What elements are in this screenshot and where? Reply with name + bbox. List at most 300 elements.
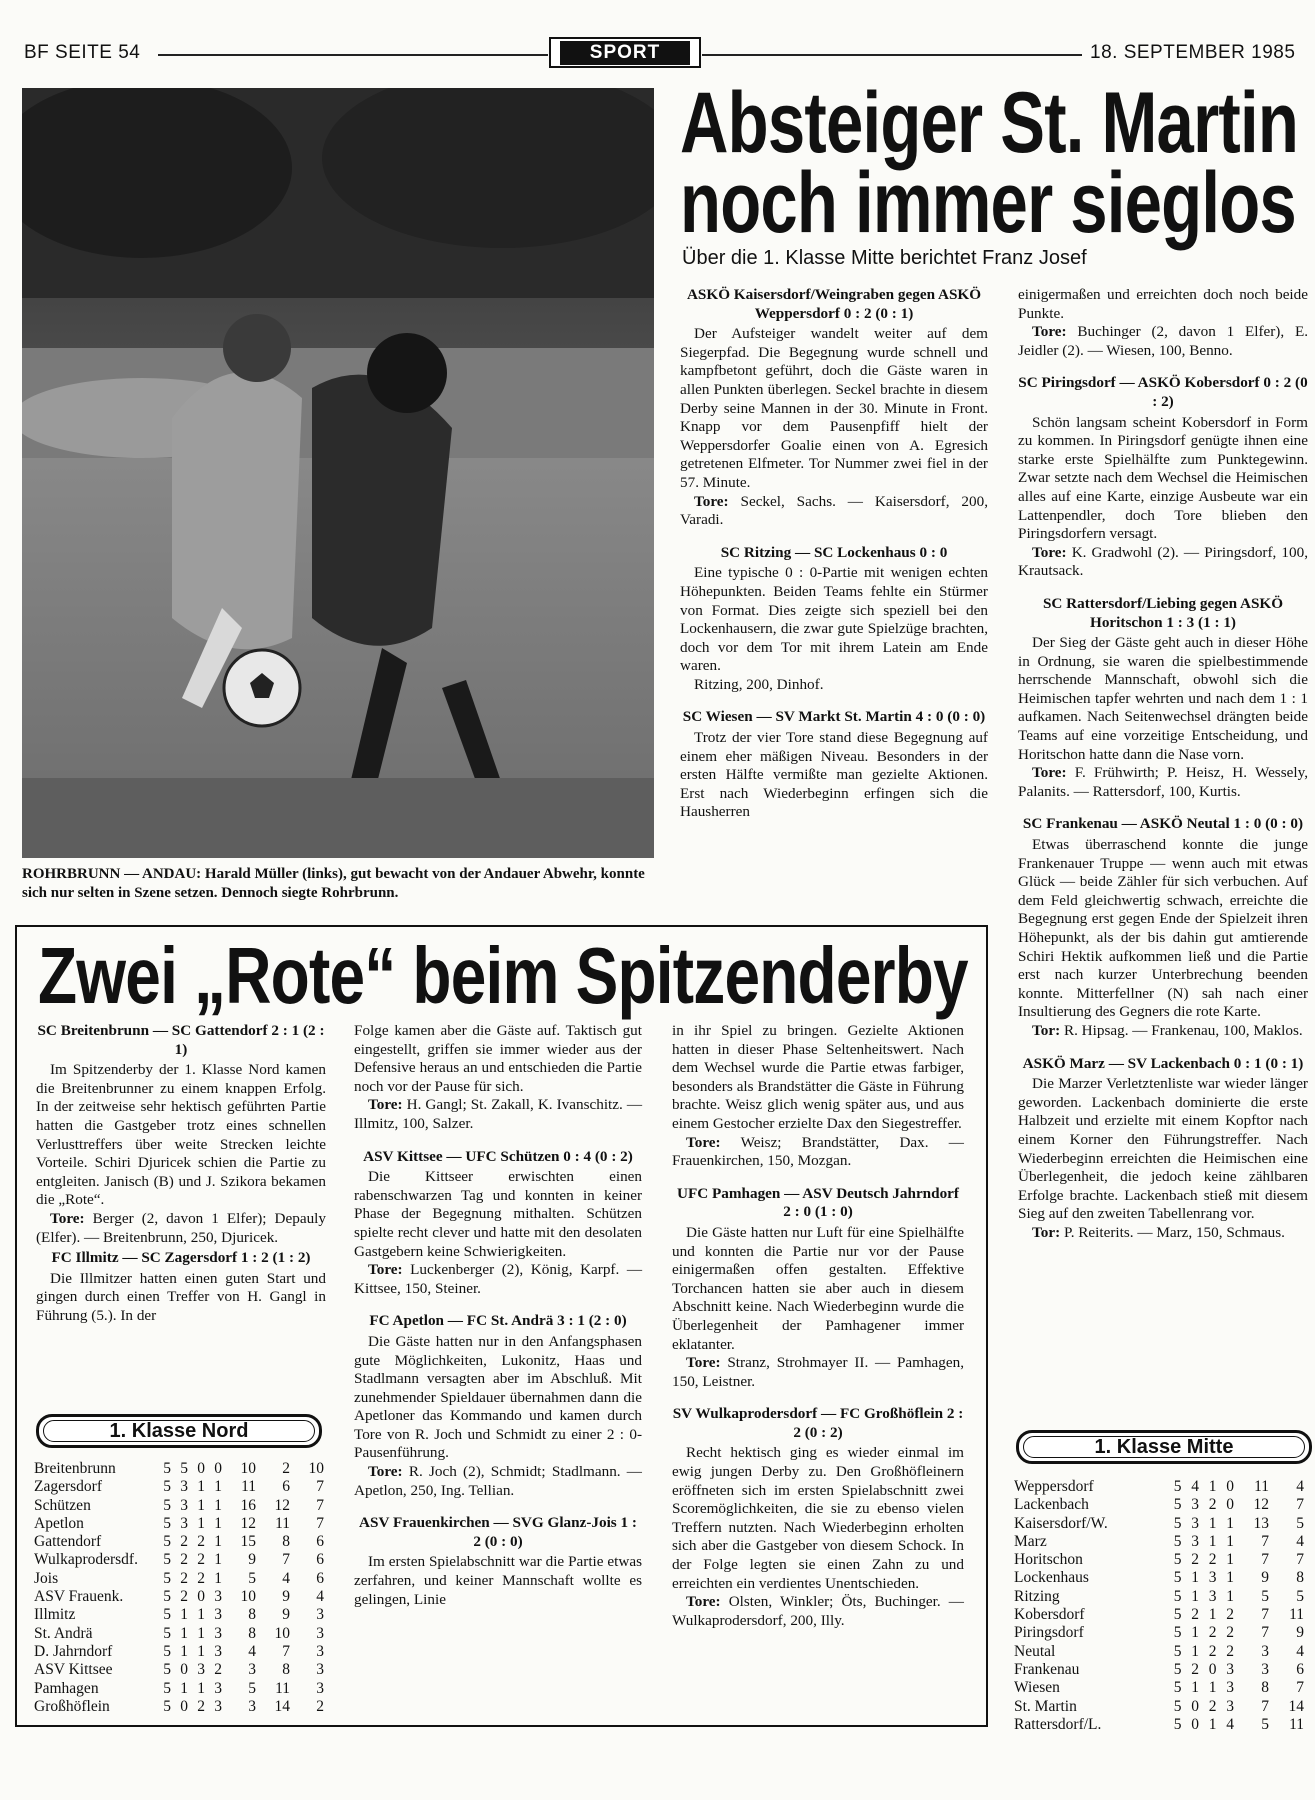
stat-cell: 6: [1296, 1660, 1304, 1678]
stat-cell: 11: [275, 1514, 290, 1532]
stat-cell: 4: [282, 1569, 290, 1587]
stat-cell: 5: [1173, 1642, 1182, 1660]
stat-cell: 5: [1173, 1679, 1182, 1697]
stat-cell: 6: [282, 1478, 290, 1496]
match-title: ASV Frauenkirchen — SVG Glanz-Jois 1 : 2 (0 : 0): [359, 1514, 637, 1550]
stat-cell: 1: [197, 1478, 205, 1496]
team-name: ASV Frauenk.: [34, 1588, 124, 1606]
stat-cell: 0: [1191, 1715, 1199, 1733]
stat-cell: 13: [1253, 1514, 1269, 1532]
stat-cell: 1: [197, 1624, 205, 1642]
stat-cell: 5: [248, 1679, 256, 1697]
soccer-photo-image: [22, 88, 654, 858]
match-goals: Tore: H. Gangl; St. Zakall, K. Ivanschitz. — Illmitz, 100, Salzer.: [354, 1096, 643, 1132]
stat-cell: 5: [163, 1514, 171, 1532]
table-row: [1014, 1716, 1304, 1734]
stat-cell: 4: [1296, 1478, 1304, 1495]
stat-cell: 8: [248, 1624, 256, 1642]
stat-cell: 5: [1261, 1587, 1269, 1605]
match-report: Schön langsam scheint Kobersdorf in Form zu kommen. In Piringsdorf genügte ihnen eine starke erste Spielhälfte zum Punktegewinn. Zwar setzte nach dem Wechsel die Heimischen alles auf eine Karte, einzige Ausbeute war ein Lattenpendler, doch Tore blieben den Piringsdorfern versagt.: [1018, 413, 1308, 543]
top-headline-line2: noch immer sieglos: [680, 155, 1296, 251]
stat-cell: 6: [316, 1533, 324, 1551]
stat-cell: 2: [1208, 1697, 1217, 1715]
bottom-article-column-2: [354, 1022, 642, 1609]
match-report: Der Aufsteiger wandelt weiter auf dem Siegerpfad. Die Begegnung wurde schnell und kampfbetont geführt, doch die Gäste waren in allen Punkten überlegen. Seckel brachte in diesem Derby seine Mannen in der 30. Minute in Front. Knapp vor dem Pausenpfiff hielt der Weppersdorfer Goalie einen von A. Egresich getretenen Elfmeter. Tor Nummer zwei fiel in der 57. Minute.: [680, 325, 988, 491]
stat-cell: 4: [1296, 1642, 1304, 1660]
table-row: [1014, 1661, 1304, 1679]
stat-cell: 1: [214, 1514, 222, 1532]
table-row: [34, 1625, 324, 1643]
stat-cell: 7: [1261, 1532, 1269, 1550]
stat-cell: 5: [1173, 1569, 1182, 1587]
stat-cell: 3: [214, 1588, 222, 1606]
stat-cell: 1: [197, 1606, 205, 1624]
stat-cell: 5: [1296, 1587, 1304, 1605]
stat-cell: 4: [1296, 1532, 1304, 1550]
match-goals: Tore: R. Joch (2), Schmidt; Stadlmann. — Apetlon, 250, Ing. Tellian.: [354, 1463, 642, 1499]
stat-cell: 8: [282, 1661, 290, 1679]
team-name: Ritzing: [1014, 1587, 1060, 1605]
team-name: D. Jahrndorf: [34, 1642, 113, 1660]
table-row: [1014, 1643, 1304, 1661]
match-goals: Tor: R. Hipsag. — Frankenau, 100, Maklos.: [1032, 1021, 1303, 1039]
stat-cell: 11: [1289, 1606, 1304, 1624]
table-row: [34, 1478, 324, 1496]
stat-cell: 5: [163, 1533, 171, 1551]
stat-cell: 11: [241, 1478, 256, 1496]
stat-cell: 7: [316, 1514, 324, 1532]
match-report: Recht hektisch ging es wieder einmal im ewig jungen Derby zu. Den Großhöfleinern eröffneten sich im ersten Spielabschnitt zwei Scoremöglichkeiten, die sie zu ebenso vielen Treffern nutzten. Nach Wiederbeginn erholten sich aber die Gastgeber von diesem Schock. In der Folge legten sie einen Zahn zu und erreichten ein verdientes Unentschieden.: [672, 1444, 964, 1592]
stat-cell: 3: [1191, 1532, 1199, 1550]
stat-cell: 1: [1226, 1569, 1234, 1587]
stat-cell: 1: [197, 1496, 205, 1514]
team-name: Frankenau: [1014, 1660, 1080, 1678]
table-row: [1014, 1569, 1304, 1587]
match-title: SV Wulkaprodersdorf — FC Großhöflein 2 : 2 (0 : 2): [672, 1405, 964, 1441]
top-article-column-2: [1018, 286, 1308, 1257]
table-row: [1014, 1606, 1304, 1624]
stat-cell: 0: [1226, 1496, 1234, 1514]
stat-cell: 2: [1226, 1606, 1234, 1624]
match-report: Die Illmitzer hatten einen guten Start und gingen durch einen Treffer von H. Gangl in Führung (5.). In der: [36, 1269, 326, 1324]
stat-cell: 7: [1296, 1496, 1304, 1514]
match-goals: Ritzing, 200, Dinhof.: [694, 675, 824, 693]
stat-cell: 9: [248, 1551, 256, 1569]
stat-cell: 10: [308, 1460, 324, 1477]
stat-cell: 3: [316, 1606, 324, 1624]
stat-cell: 1: [197, 1679, 205, 1697]
stat-cell: 5: [163, 1606, 171, 1624]
match-title: ASKÖ Marz — SV Lackenbach 0 : 1 (0 : 1): [1022, 1054, 1304, 1072]
top-headline-line1: Absteiger St. Martin: [680, 75, 1299, 171]
stat-cell: 2: [282, 1460, 290, 1477]
match-report: Folge kamen aber die Gäste auf. Taktisch gut eingestellt, griffen sie immer wieder aus der Defensive heraus an und entschieden die Partie noch vor der Pause für sich.: [354, 1022, 642, 1095]
stat-cell: 5: [1173, 1715, 1182, 1733]
match-report: Die Marzer Verletztenliste war wieder länger geworden. Lackenbach dominierte die erste Halbzeit und erzielte mit einem Kopftor nach einem Korner den Führungstreffer. Nach Wiederbeginn erreichten die Heimischen eine Überlegenheit, die jedoch keine zählbaren Erfolge brachte. Lackenbach stieß mit diesem Sieg auf den zweiten Tabellenrang vor.: [1018, 1075, 1308, 1223]
stat-cell: 5: [1173, 1514, 1182, 1532]
stat-cell: 7: [282, 1642, 290, 1660]
match-title: SC Piringsdorf — ASKÖ Kobersdorf 0 : 2 (0 : 2): [1018, 374, 1308, 410]
stat-cell: 5: [1173, 1660, 1182, 1678]
stat-cell: 5: [163, 1496, 171, 1514]
stat-cell: 9: [1296, 1624, 1304, 1642]
match-title: SC Breitenbrunn — SC Gattendorf 2 : 1 (2 : 1): [37, 1022, 325, 1058]
stat-cell: 5: [163, 1679, 171, 1697]
stat-cell: 1: [1208, 1532, 1217, 1550]
team-name: Kobersdorf: [1014, 1606, 1085, 1624]
stat-cell: 1: [214, 1569, 222, 1587]
stat-cell: 2: [1208, 1624, 1217, 1642]
stat-cell: 1: [180, 1606, 188, 1624]
stat-cell: 8: [1296, 1569, 1304, 1587]
stat-cell: 7: [1261, 1624, 1269, 1642]
stat-cell: 1: [1226, 1551, 1234, 1569]
stat-cell: 2: [180, 1533, 188, 1551]
match-report: Die Gäste hatten nur in den Anfangsphasen gute Möglichkeiten, Lukonitz, Haas und Stadlmann versagten aber im Abschluß. Mit zunehmender Spieldauer übernahmen dann die Apetloner das Kommando und kamen durch Tore von R. Joch und Schmidt zu einer 2 : 0-Pausenführung.: [354, 1332, 642, 1462]
stat-cell: 14: [274, 1697, 290, 1715]
stat-cell: 3: [1226, 1660, 1234, 1678]
stat-cell: 3: [316, 1679, 324, 1697]
stat-cell: 3: [1208, 1569, 1217, 1587]
stat-cell: 3: [1208, 1587, 1217, 1605]
top-article-column-1: [680, 286, 988, 822]
stat-cell: 3: [214, 1697, 222, 1715]
stat-cell: 3: [180, 1514, 188, 1532]
photo-caption-lead: ROHRBRUNN — ANDAU:: [22, 866, 202, 882]
stat-cell: 5: [1173, 1587, 1182, 1605]
stat-cell: 11: [275, 1679, 290, 1697]
stat-cell: 2: [180, 1588, 188, 1606]
stat-cell: 1: [1191, 1624, 1199, 1642]
table-row: [34, 1588, 324, 1606]
match-report: Eine typische 0 : 0-Partie mit wenigen echten Höhepunkten. Beiden Teams fehlte ein Stürmer von Format. Dies zeigte sich speziell bei den Lockenhausern, die zwar gute Spielzüge brachten, doch vor dem Tor mit ihrem Latein am Ende waren.: [680, 564, 988, 675]
stat-cell: 2: [1191, 1606, 1199, 1624]
stat-cell: 1: [214, 1478, 222, 1496]
stat-cell: 5: [248, 1569, 256, 1587]
stat-cell: 2: [1191, 1551, 1199, 1569]
stat-cell: 2: [214, 1661, 222, 1679]
stat-cell: 0: [197, 1588, 205, 1606]
stat-cell: 3: [214, 1606, 222, 1624]
stat-cell: 5: [1173, 1624, 1182, 1642]
match-goals: Tore: Seckel, Sachs. — Kaisersdorf, 200, Varadi.: [680, 492, 989, 529]
stat-cell: 0: [197, 1460, 205, 1477]
team-name: Neutal: [1014, 1642, 1056, 1660]
stat-cell: 2: [1208, 1642, 1217, 1660]
team-name: Illmitz: [34, 1606, 76, 1624]
stat-cell: 12: [274, 1496, 290, 1514]
stat-cell: 5: [1173, 1606, 1182, 1624]
team-name: Piringsdorf: [1014, 1624, 1084, 1642]
section-label-box: [549, 37, 701, 68]
table-row: [1014, 1679, 1304, 1697]
table-row: [34, 1643, 324, 1661]
match-title: ASKÖ Kaisersdorf/Weingraben gegen ASKÖ Weppersdorf 0 : 2 (0 : 1): [686, 286, 982, 322]
stat-cell: 7: [1261, 1551, 1269, 1569]
match-goals: Tore: Berger (2, davon 1 Elfer); Depauly (Elfer). — Breitenbrunn, 250, Djuricek.: [36, 1209, 327, 1246]
stat-cell: 5: [163, 1661, 171, 1679]
stat-cell: 4: [1226, 1715, 1234, 1733]
stat-cell: 3: [214, 1642, 222, 1660]
stat-cell: 7: [1296, 1551, 1304, 1569]
stat-cell: 5: [1173, 1496, 1182, 1514]
stat-cell: 0: [214, 1460, 222, 1477]
stat-cell: 5: [1173, 1478, 1182, 1495]
stat-cell: 2: [180, 1569, 188, 1587]
stat-cell: 8: [282, 1533, 290, 1551]
stat-cell: 1: [180, 1624, 188, 1642]
stat-cell: 5: [163, 1642, 171, 1660]
team-name: Marz: [1014, 1532, 1047, 1550]
stat-cell: 3: [1261, 1660, 1269, 1678]
bottom-article-column-3: [672, 1022, 964, 1644]
team-name: Horitschon: [1014, 1551, 1083, 1569]
stat-cell: 1: [214, 1533, 222, 1551]
stat-cell: 1: [214, 1496, 222, 1514]
stat-cell: 3: [180, 1478, 188, 1496]
team-name: Gattendorf: [34, 1533, 102, 1551]
team-name: Apetlon: [34, 1514, 84, 1532]
stat-cell: 1: [1208, 1606, 1217, 1624]
match-goals: Tore: Luckenberger (2), König, Karpf. — Kittsee, 150, Steiner.: [354, 1261, 643, 1297]
team-name: Großhöflein: [34, 1697, 110, 1715]
stat-cell: 1: [1191, 1569, 1199, 1587]
match-title: SC Rattersdorf/Liebing gegen ASKÖ Horitschon 1 : 3 (1 : 1): [1042, 594, 1284, 631]
bottom-headline: Zwei „Rote“ beim Spitzenderby: [38, 931, 968, 1020]
table-row: [1014, 1551, 1304, 1569]
table-row: [34, 1497, 324, 1515]
stat-cell: 1: [1208, 1478, 1217, 1495]
stat-cell: 6: [316, 1551, 324, 1569]
table-row: [1014, 1533, 1304, 1551]
stat-cell: 5: [163, 1588, 171, 1606]
stat-cell: 5: [1173, 1532, 1182, 1550]
team-name: ASV Kittsee: [34, 1661, 113, 1679]
match-goals: Tor: P. Reiterits. — Marz, 150, Schmaus.: [1032, 1223, 1285, 1241]
match-goals: Tore: F. Frühwirth; P. Heisz, H. Wessely, Palanits. — Rattersdorf, 100, Kurtis.: [1018, 764, 1308, 800]
stat-cell: 4: [248, 1642, 256, 1660]
stat-cell: 9: [282, 1588, 290, 1606]
table-mitte: [1014, 1478, 1304, 1734]
stat-cell: 1: [1208, 1679, 1217, 1697]
match-goals: Tore: Olsten, Winkler; Öts, Buchinger. — Wulkaprodersdorf, 200, Illy.: [672, 1593, 964, 1629]
stat-cell: 3: [1261, 1642, 1269, 1660]
stat-cell: 1: [180, 1642, 188, 1660]
match-report: Im Spitzenderby der 1. Klasse Nord kamen die Breitenbrunner zu einem knappen Erfolg. In der zeitweise sehr hektisch geführten Partie hatten die Gastgeber trotz eines schnellen Verlusttreffers über weite Strecken leichte Vorteile. Schiri Djuricek schien die Partie zu entgleiten. Janisch (B) und J. Szikora bekamen die „Rote“.: [36, 1061, 326, 1209]
match-report: in ihr Spiel zu bringen. Gezielte Aktionen hatten in dieser Phase Seltenheitswert. Nach dem Wechsel wurde die Partie etwas farbiger, besonders als Brandstätter die Gäste in Führung brachte. Weisz glich wenig später aus, und aus einem Gestocher erzielte Dax den Siegestreffer.: [672, 1022, 964, 1132]
team-name: Wulkaprodersdf.: [34, 1551, 138, 1569]
table-row: [34, 1460, 324, 1478]
stat-cell: 0: [1208, 1660, 1217, 1678]
stat-cell: 1: [1226, 1532, 1234, 1550]
stat-cell: 1: [1226, 1514, 1234, 1532]
header-rule-left: [158, 54, 548, 56]
table-row: [34, 1661, 324, 1679]
stat-cell: 16: [240, 1496, 256, 1514]
stat-cell: 10: [240, 1588, 256, 1606]
stat-cell: 1: [197, 1642, 205, 1660]
match-report: Die Gäste hatten nur Luft für eine Spielhälfte und konnten die Partie nur vor der Pause einigermaßen offen gestalten. Effektive Torchancen hatten sie aber auch in diesem Abschnitt keine. Nach Wiederbeginn wurde die Überlegenheit der Pamhagener immer eklatanter.: [672, 1223, 964, 1353]
stat-cell: 1: [1191, 1679, 1199, 1697]
stat-cell: 3: [197, 1661, 205, 1679]
table-row: [1014, 1588, 1304, 1606]
team-name: Jois: [34, 1569, 59, 1587]
match-report: Etwas überraschend konnte die junge Frankenauer Truppe — wenn auch mit etwas Glück — beide Zähler für sich verbuchen. Auf dem Feld gleichwertig schwach, erreichte die Begegnung erst gegen Ende der Spielzeit ihren Höhepunkt, als der bis dahin gut amtierende Schiri Hektik aufkommen ließ und die Partie erst nach kurzer Unterbrechung beenden konnte. Mitterfellner (N) sah nach einer Insultierung des Gegners die rote Karte.: [1018, 836, 1308, 1021]
stat-cell: 2: [180, 1551, 188, 1569]
photo-caption-text: Harald Müller (links), gut bewacht von der Andauer Abwehr, konnte sich nur selten in Szene setzen. Dennoch siegte Rohrbrunn.: [22, 866, 645, 901]
table-row: [1014, 1496, 1304, 1514]
stat-cell: 5: [180, 1460, 188, 1477]
top-byline: Über die 1. Klasse Mitte berichtet Franz Josef: [682, 247, 1087, 269]
match-title: UFC Pamhagen — ASV Deutsch Jahrndorf 2 : 0 (1 : 0): [677, 1184, 959, 1221]
match-goals: Tore: K. Gradwohl (2). — Piringsdorf, 100, Krautsack.: [1018, 543, 1309, 580]
stat-cell: 3: [1226, 1697, 1234, 1715]
match-title: FC Illmitz — SC Zagersdorf 1 : 2 (1 : 2): [51, 1249, 311, 1267]
table-row: [34, 1680, 324, 1698]
team-name: Pamhagen: [34, 1679, 99, 1697]
stat-cell: 1: [1208, 1715, 1217, 1733]
stat-cell: 5: [163, 1478, 171, 1496]
stat-cell: 5: [1261, 1715, 1269, 1733]
stat-cell: 4: [1191, 1478, 1199, 1495]
team-name: Weppersdorf: [1014, 1478, 1094, 1495]
header-rule-right: [702, 54, 1082, 56]
stat-cell: 3: [214, 1679, 222, 1697]
stat-cell: 1: [1191, 1587, 1199, 1605]
stat-cell: 11: [1289, 1715, 1304, 1733]
stat-cell: 2: [1191, 1660, 1199, 1678]
issue-date: 18. SEPTEMBER 1985: [1090, 42, 1296, 63]
stat-cell: 4: [316, 1588, 324, 1606]
stat-cell: 10: [274, 1624, 290, 1642]
stat-cell: 7: [282, 1551, 290, 1569]
stat-cell: 2: [1226, 1624, 1234, 1642]
stat-cell: 1: [1191, 1642, 1199, 1660]
table-mitte-heading: 1. Klasse Mitte: [1016, 1430, 1312, 1464]
stat-cell: 1: [180, 1679, 188, 1697]
stat-cell: 15: [240, 1533, 256, 1551]
table-row: [34, 1515, 324, 1533]
stat-cell: 5: [1173, 1697, 1182, 1715]
stat-cell: 1: [214, 1551, 222, 1569]
team-name: St. Andrä: [34, 1624, 93, 1642]
team-name: Lockenhaus: [1014, 1569, 1089, 1587]
stat-cell: 2: [197, 1551, 205, 1569]
stat-cell: 3: [1191, 1496, 1199, 1514]
table-row: [34, 1551, 324, 1569]
stat-cell: 6: [316, 1569, 324, 1587]
match-report: Trotz der vier Tore stand diese Begegnung auf einem eher mäßigen Niveau. Besonders in der ersten Hälfte vermißte man gezielte Aktionen. Erst nach Wiederbeginn erfingen sich die Hausherren: [680, 729, 988, 821]
stat-cell: 2: [316, 1697, 324, 1715]
team-name: Lackenbach: [1014, 1496, 1089, 1514]
stat-cell: 10: [240, 1460, 256, 1477]
stat-cell: 8: [1261, 1679, 1269, 1697]
match-title: SC Frankenau — ASKÖ Neutal 1 : 0 (0 : 0): [1022, 815, 1304, 833]
table-row: [34, 1533, 324, 1551]
stat-cell: 5: [1296, 1514, 1304, 1532]
stat-cell: 3: [316, 1661, 324, 1679]
match-report: Der Sieg der Gäste geht auch in dieser Höhe in Ordnung, sie waren die spielbestimmende herrschende Mannschaft, obwohl sich die Heimischen tapfer wehrten und nach dem 1 : 1 aufkamen. Nach Seitenwechsel drängten beide Teams auf eine vorzeitige Entscheidung, und Horitschon hatte dann die Nase vorn.: [1018, 634, 1308, 763]
stat-cell: 3: [248, 1697, 256, 1715]
stat-cell: 3: [248, 1661, 256, 1679]
team-name: Schützen: [34, 1496, 91, 1514]
stat-cell: 8: [248, 1606, 256, 1624]
team-name: Wiesen: [1014, 1679, 1060, 1697]
stat-cell: 5: [163, 1697, 171, 1715]
match-goals: Tore: Stranz, Strohmayer II. — Pamhagen, 150, Leistner.: [672, 1354, 964, 1390]
stat-cell: 11: [1254, 1478, 1269, 1495]
stat-cell: 1: [197, 1514, 205, 1532]
stat-cell: 7: [1261, 1697, 1269, 1715]
match-goals: Tore: Weisz; Brandstätter, Dax. — Frauenkirchen, 150, Mozgan.: [672, 1133, 964, 1170]
table-nord-heading: 1. Klasse Nord: [36, 1414, 322, 1448]
stat-cell: 5: [163, 1460, 171, 1477]
stat-cell: 0: [1226, 1478, 1234, 1495]
match-report: einigermaßen und erreichten doch noch beide Punkte.: [1018, 286, 1308, 322]
stat-cell: 5: [163, 1624, 171, 1642]
stat-cell: 1: [1226, 1587, 1234, 1605]
match-title: ASV Kittsee — UFC Schützen 0 : 4 (0 : 2): [363, 1147, 633, 1165]
stat-cell: 12: [240, 1514, 256, 1532]
stat-cell: 14: [1288, 1697, 1304, 1715]
stat-cell: 2: [1226, 1642, 1234, 1660]
stat-cell: 5: [163, 1551, 171, 1569]
team-name: Zagersdorf: [34, 1478, 102, 1496]
match-title: FC Apetlon — FC St. Andrä 3 : 1 (2 : 0): [369, 1312, 627, 1330]
bottom-article-column-1: [36, 1022, 326, 1326]
match-report: Die Kittseer erwischten einen rabenschwarzen Tag und konnten in keiner Phase der Begegnung mithalten. Schützen spielte recht clever und hatte mit den desolaten Gastgebern keine Schwierigkeiten.: [354, 1168, 642, 1260]
stat-cell: 7: [316, 1496, 324, 1514]
table-row: [1014, 1478, 1304, 1496]
stat-cell: 7: [316, 1478, 324, 1496]
table-row: [34, 1570, 324, 1588]
stat-cell: 9: [1261, 1569, 1269, 1587]
stat-cell: 2: [1208, 1496, 1217, 1514]
stat-cell: 0: [1191, 1697, 1199, 1715]
match-goals: Tore: Buchinger (2, davon 1 Elfer), E. Jeidler (2). — Wiesen, 100, Benno.: [1018, 323, 1309, 359]
stat-cell: 3: [1191, 1514, 1199, 1532]
team-name: Breitenbrunn: [34, 1460, 116, 1477]
stat-cell: 3: [316, 1624, 324, 1642]
section-label: SPORT: [560, 41, 690, 65]
stat-cell: 2: [197, 1533, 205, 1551]
stat-cell: 1: [1208, 1514, 1217, 1532]
team-name: Kaisersdorf/W.: [1014, 1514, 1108, 1532]
soccer-photo: [22, 88, 654, 858]
stat-cell: 0: [180, 1697, 188, 1715]
stat-cell: 5: [163, 1569, 171, 1587]
table-nord: [34, 1460, 324, 1716]
stat-cell: 0: [180, 1661, 188, 1679]
stat-cell: 3: [1226, 1679, 1234, 1697]
stat-cell: 3: [316, 1642, 324, 1660]
stat-cell: 12: [1253, 1496, 1269, 1514]
stat-cell: 3: [214, 1624, 222, 1642]
photo-caption: [22, 865, 654, 903]
stat-cell: 3: [180, 1496, 188, 1514]
table-row: [1014, 1698, 1304, 1716]
table-row: [1014, 1515, 1304, 1533]
stat-cell: 2: [197, 1569, 205, 1587]
match-report: Im ersten Spielabschnitt war die Partie etwas zerfahren, und keiner Mannschaft wollte es gelingen, Linie: [354, 1553, 642, 1608]
match-title: SC Wiesen — SV Markt St. Martin 4 : 0 (0 : 0): [682, 708, 986, 726]
table-row: [34, 1606, 324, 1624]
stat-cell: 7: [1296, 1679, 1304, 1697]
stat-cell: 2: [1208, 1551, 1217, 1569]
table-row: [1014, 1624, 1304, 1642]
stat-cell: 2: [197, 1697, 205, 1715]
team-name: St. Martin: [1014, 1697, 1077, 1715]
